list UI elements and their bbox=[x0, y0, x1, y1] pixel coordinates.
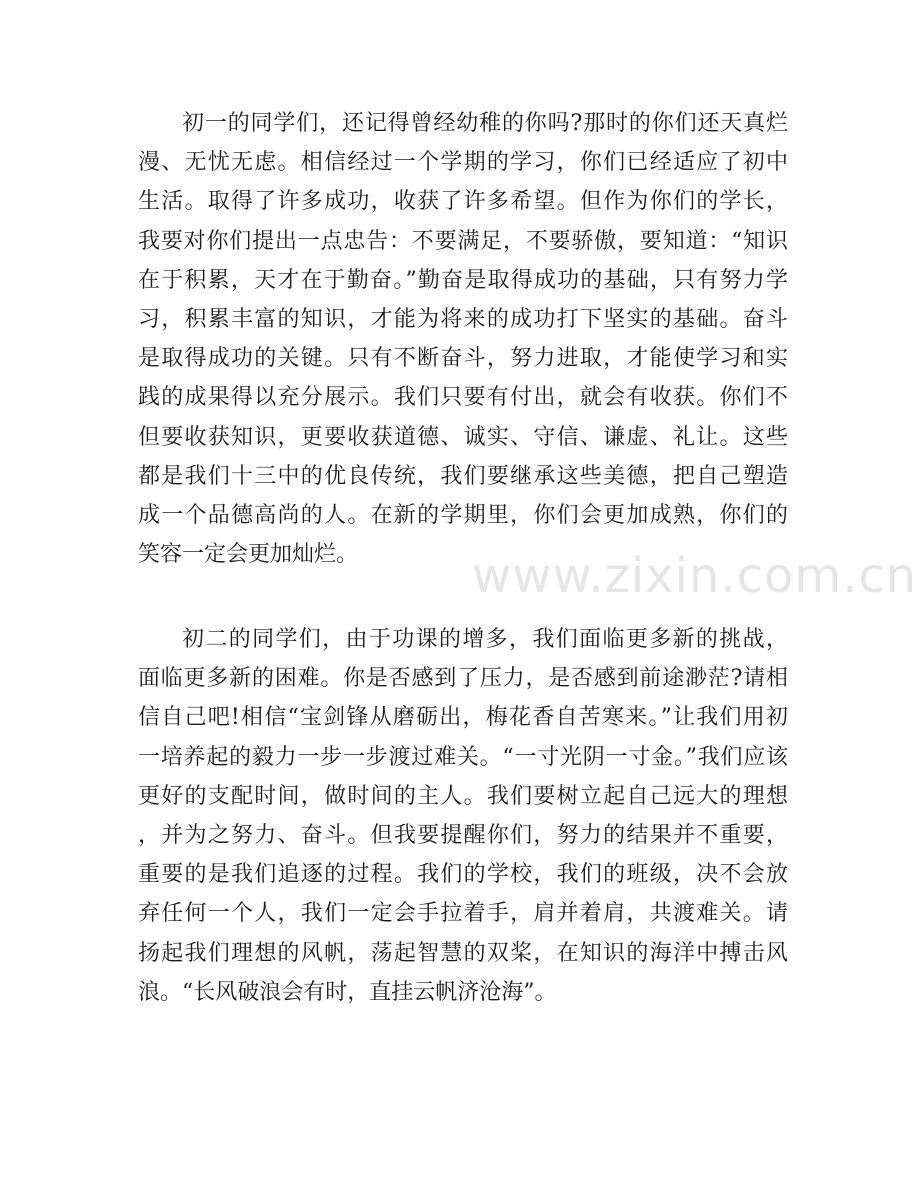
paragraph-line: 重要的是我们追逐的过程。我们的学校，我们的班级，决不会放 bbox=[138, 862, 788, 888]
paragraph-1 bbox=[138, 104, 788, 574]
paragraph-line: 浪。“长风破浪会有时，直挂云帆济沧海”。 bbox=[138, 979, 557, 1005]
paragraph-line: 初一的同学们，还记得曾经幼稚的你吗?那时的你们还天真烂 bbox=[182, 111, 788, 136]
paragraph-line: 都是我们十三中的优良传统，我们要继承这些美德，把自己塑造 bbox=[138, 463, 788, 489]
paragraph-line: 生活。取得了许多成功，收获了许多希望。但作为你们的学长， bbox=[138, 189, 788, 215]
paragraph-line: 信自己吧!相信“宝剑锋从磨砺出，梅花香自苦寒来。”让我们用初 bbox=[138, 705, 788, 731]
paragraph-line: 弃任何一个人，我们一定会手拉着手，肩并着肩，共渡难关。请 bbox=[138, 901, 788, 927]
paragraph-line: 成一个品德高尚的人。在新的学期里，你们会更加成熟，你们的 bbox=[138, 502, 788, 528]
paragraph-line: 践的成果得以充分展示。我们只要有付出，就会有收获。你们不 bbox=[138, 385, 788, 411]
watermark: www.zixin.com.cn bbox=[472, 548, 918, 604]
paragraph-line: 漫、无忧无虑。相信经过一个学期的学习，你们已经适应了初中 bbox=[138, 150, 788, 176]
paragraph-line: 在于积累，天才在于勤奋。”勤奋是取得成功的基础，只有努力学 bbox=[138, 267, 788, 293]
paragraph-line: 笑容一定会更加灿烂。 bbox=[138, 542, 359, 568]
paragraph-line: 习，积累丰富的知识，才能为将来的成功打下坚实的基础。奋斗 bbox=[138, 306, 788, 332]
paragraph-line: 一培养起的毅力一步一步渡过难关。“一寸光阴一寸金。”我们应该 bbox=[138, 744, 788, 770]
paragraph-line: 是取得成功的关键。只有不断奋斗，努力进取，才能使学习和实 bbox=[138, 346, 788, 372]
paragraph-line: 更好的支配时间，做时间的主人。我们要树立起自己远大的理想 bbox=[138, 783, 788, 809]
paragraph-line: 扬起我们理想的风帆，荡起智慧的双桨，在知识的海洋中搏击风 bbox=[138, 940, 788, 966]
paragraph-line: 我要对你们提出一点忠告：不要满足，不要骄傲，要知道：“知识 bbox=[138, 228, 788, 254]
paragraph-line: 面临更多新的困难。你是否感到了压力，是否感到前途渺茫?请相 bbox=[138, 666, 788, 692]
paragraph-line: 但要收获知识，更要收获道德、诚实、守信、谦虚、礼让。这些 bbox=[138, 424, 788, 450]
paragraph-2 bbox=[138, 620, 788, 1012]
paragraph-line: 初二的同学们，由于功课的增多，我们面临更多新的挑战， bbox=[182, 627, 788, 652]
paragraph-line: ，并为之努力、奋斗。但我要提醒你们，努力的结果并不重要， bbox=[138, 822, 788, 848]
